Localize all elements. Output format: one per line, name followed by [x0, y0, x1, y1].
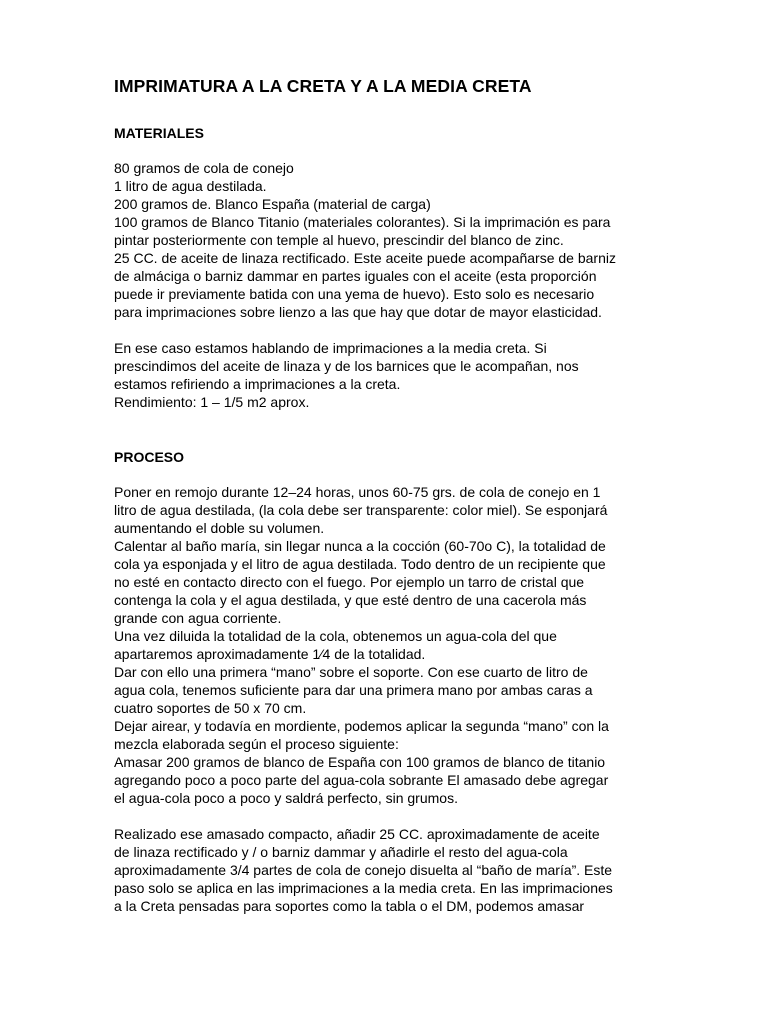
text-line: 25 CC. de aceite de linaza rectificado. Este aceite puede acompañarse de barniz: [114, 250, 616, 266]
text-line: Calentar al baño maría, sin llegar nunca a la cocción (60-70o C), la totalidad de: [114, 538, 606, 554]
text-line: 80 gramos de cola de conejo: [114, 160, 294, 176]
text-line: agua cola, tenemos suficiente para dar una primera mano por ambas caras a: [114, 682, 593, 698]
text-line: Dar con ello una primera “mano” sobre el soporte. Con ese cuarto de litro de: [114, 664, 588, 680]
text-line: para imprimaciones sobre lienzo a las que hay que dotar de mayor elasticidad.: [114, 304, 602, 320]
text-line: cuatro soportes de 50 x 70 cm.: [114, 700, 307, 716]
text-line: no esté en contacto directo con el fuego. Por ejemplo un tarro de cristal que: [114, 574, 585, 590]
text-line: grande con agua corriente.: [114, 610, 282, 626]
text-line: 100 gramos de Blanco Titanio (materiales colorantes). Si la imprimación es para: [114, 214, 611, 230]
text-line: de linaza rectificado y / o barniz dammar y añadirle el resto del agua-cola: [114, 844, 568, 860]
text-line: de almáciga o barniz dammar en partes iguales con el aceite (esta proporción: [114, 268, 597, 284]
text-line: aproximadamente 3/4 partes de cola de conejo disuelta al “baño de maría”. Este: [114, 862, 613, 878]
text-line: agregando poco a poco parte del agua-cola sobrante El amasado debe agregar: [114, 772, 609, 788]
text-line: En ese caso estamos hablando de imprimaciones a la media creta. Si: [114, 340, 547, 356]
text-line: el agua-cola poco a poco y saldrá perfecto, sin grumos.: [114, 790, 458, 806]
text-line: Rendimiento: 1 – 1/5 m2 aprox.: [114, 394, 310, 410]
text-line: a la Creta pensadas para soportes como la tabla o el DM, podemos amasar: [114, 898, 585, 914]
text-line: aumentando el doble su volumen.: [114, 520, 325, 536]
document-page: [114, 74, 654, 915]
text-line: contenga la cola y el agua destilada, y que esté dentro de una cacerola más: [114, 592, 587, 608]
document-title: IMPRIMATURA A LA CRETA Y A LA MEDIA CRETA: [114, 76, 532, 96]
text-line: Amasar 200 gramos de blanco de España con 100 gramos de blanco de titanio: [114, 754, 606, 770]
text-line: 200 gramos de. Blanco España (material de carga): [114, 196, 431, 212]
text-line: cola ya esponjada y el litro de agua destilada. Todo dentro de un recipiente que: [114, 556, 606, 572]
text-line: 1 litro de agua destilada.: [114, 178, 267, 194]
section-heading-proceso: PROCESO: [114, 449, 185, 465]
text-line: Realizado ese amasado compacto, añadir 25 CC. aproximadamente de aceite: [114, 826, 600, 842]
text-line: Una vez diluida la totalidad de la cola, obtenemos un agua-cola del que: [114, 628, 557, 644]
text-line: pintar posteriormente con temple al huevo, prescindir del blanco de zinc.: [114, 232, 564, 248]
proceso-paragraph: [114, 825, 654, 915]
materiales-list: [114, 159, 654, 321]
text-line: prescindimos del aceite de linaza y de los barnices que le acompañan, nos: [114, 358, 579, 374]
proceso-paragraph: [114, 483, 654, 807]
text-line: apartaremos aproximadamente 1⁄4 de la totalidad.: [114, 646, 426, 662]
text-line: Dejar airear, y todavía en mordiente, podemos aplicar la segunda “mano” con la: [114, 718, 609, 734]
text-line: litro de agua destilada, (la cola debe ser transparente: color miel). Se esponjará: [114, 502, 608, 518]
section-heading-materiales: MATERIALES: [114, 125, 204, 141]
text-line: puede ir previamente batida con una yema de huevo). Esto solo es necesario: [114, 286, 595, 302]
text-line: mezcla elaborada según el proceso siguiente:: [114, 736, 399, 752]
materiales-paragraph: [114, 339, 654, 411]
text-line: estamos refiriendo a imprimaciones a la creta.: [114, 376, 401, 392]
text-line: paso solo se aplica en las imprimaciones a la media creta. En las imprimaciones: [114, 880, 613, 896]
text-line: Poner en remojo durante 12–24 horas, unos 60-75 grs. de cola de conejo en 1: [114, 484, 601, 500]
